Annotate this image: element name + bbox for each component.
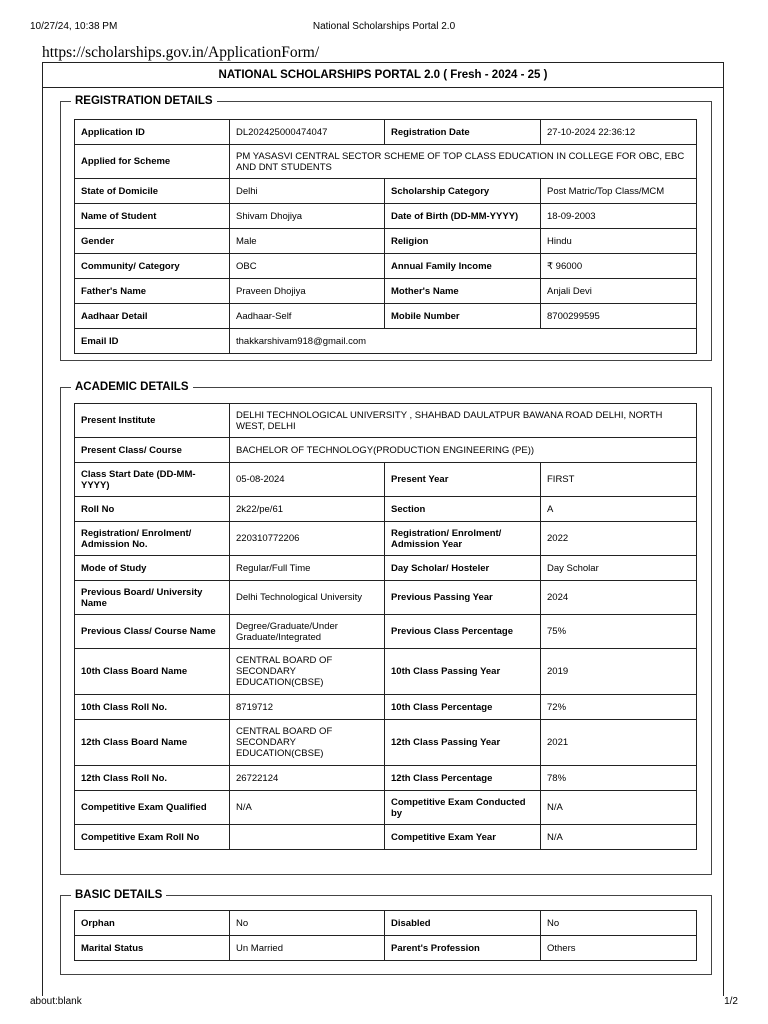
field-value: Regular/Full Time [230, 556, 385, 581]
field-label: Previous Class Percentage [385, 615, 541, 649]
table-row [75, 522, 697, 556]
field-label: Aadhaar Detail [75, 304, 230, 329]
field-value: No [230, 911, 385, 936]
field-value: CENTRAL BOARD OF SECONDARY EDUCATION(CBSE) [230, 649, 385, 695]
field-label: Parent's Profession [385, 936, 541, 961]
field-value: Hindu [541, 229, 697, 254]
field-value: A [541, 497, 697, 522]
field-value: Un Married [230, 936, 385, 961]
field-label: 10th Class Board Name [75, 649, 230, 695]
table-row [75, 581, 697, 615]
field-value: Delhi [230, 179, 385, 204]
field-value: Anjali Devi [541, 279, 697, 304]
table-row [75, 145, 697, 179]
field-label: Father's Name [75, 279, 230, 304]
field-value: 75% [541, 615, 697, 649]
table-body [75, 120, 697, 354]
field-label: Registration/ Enrolment/ Admission Year [385, 522, 541, 556]
field-label: Marital Status [75, 936, 230, 961]
field-value: 220310772206 [230, 522, 385, 556]
field-label: Present Class/ Course [75, 438, 230, 463]
field-label: Applied for Scheme [75, 145, 230, 179]
table-row [75, 556, 697, 581]
table-row [75, 254, 697, 279]
field-label: Competitive Exam Qualified [75, 791, 230, 825]
field-value: thakkarshivam918@gmail.com [230, 329, 697, 354]
basic-section [60, 889, 712, 975]
field-value: Degree/Graduate/Under Graduate/Integrated [230, 615, 385, 649]
field-value: 2024 [541, 581, 697, 615]
field-label: Email ID [75, 329, 230, 354]
field-value: 8719712 [230, 695, 385, 720]
field-value: 2022 [541, 522, 697, 556]
field-label: Competitive Exam Conducted by [385, 791, 541, 825]
field-value: 78% [541, 766, 697, 791]
field-label: Name of Student [75, 204, 230, 229]
field-value: BACHELOR OF TECHNOLOGY(PRODUCTION ENGINEERING (PE)) [230, 438, 697, 463]
field-value: 18-09-2003 [541, 204, 697, 229]
field-value: FIRST [541, 463, 697, 497]
print-footer-page-number: 1/2 [724, 996, 738, 1007]
print-header-datetime: 10/27/24, 10:38 PM [30, 21, 118, 32]
field-label: Day Scholar/ Hosteler [385, 556, 541, 581]
field-value: DELHI TECHNOLOGICAL UNIVERSITY , SHAHBAD DAULATPUR BAWANA ROAD DELHI, NORTH WEST, DELHI [230, 404, 697, 438]
table-row [75, 463, 697, 497]
table-row [75, 120, 697, 145]
table-row [75, 720, 697, 766]
field-value: CENTRAL BOARD OF SECONDARY EDUCATION(CBSE) [230, 720, 385, 766]
field-value: 27-10-2024 22:36:12 [541, 120, 697, 145]
field-label: Annual Family Income [385, 254, 541, 279]
field-value: 05-08-2024 [230, 463, 385, 497]
field-label: Competitive Exam Roll No [75, 825, 230, 850]
field-value: 72% [541, 695, 697, 720]
field-label: Scholarship Category [385, 179, 541, 204]
field-label: Mobile Number [385, 304, 541, 329]
field-value: Day Scholar [541, 556, 697, 581]
table-row [75, 204, 697, 229]
table-row [75, 766, 697, 791]
field-label: Registration/ Enrolment/ Admission No. [75, 522, 230, 556]
field-value: 2k22/pe/61 [230, 497, 385, 522]
section-heading: ACADEMIC DETAILS [71, 380, 193, 394]
field-value: 8700299595 [541, 304, 697, 329]
field-value: Delhi Technological University [230, 581, 385, 615]
field-label: 12th Class Passing Year [385, 720, 541, 766]
field-label: Religion [385, 229, 541, 254]
field-label: Mother's Name [385, 279, 541, 304]
table-row [75, 438, 697, 463]
field-value [230, 825, 385, 850]
table-row [75, 936, 697, 961]
field-label: 10th Class Percentage [385, 695, 541, 720]
field-label: Mode of Study [75, 556, 230, 581]
field-label: Competitive Exam Year [385, 825, 541, 850]
field-label: Gender [75, 229, 230, 254]
form-title: NATIONAL SCHOLARSHIPS PORTAL 2.0 ( Fresh - 2024 - 25 ) [43, 63, 723, 88]
table-row [75, 695, 697, 720]
table-row [75, 179, 697, 204]
field-value: PM YASASVI CENTRAL SECTOR SCHEME OF TOP CLASS EDUCATION IN COLLEGE FOR OBC, EBC AND DNT STUDENTS [230, 145, 697, 179]
field-value: DL202425000474047 [230, 120, 385, 145]
academic-table [74, 403, 697, 850]
field-label: Disabled [385, 911, 541, 936]
field-label: 12th Class Board Name [75, 720, 230, 766]
table-row [75, 825, 697, 850]
field-label: 10th Class Roll No. [75, 695, 230, 720]
table-row [75, 329, 697, 354]
table-row [75, 229, 697, 254]
field-label: 12th Class Percentage [385, 766, 541, 791]
field-value: Praveen Dhojiya [230, 279, 385, 304]
field-label: Community/ Category [75, 254, 230, 279]
section-heading: REGISTRATION DETAILS [71, 94, 217, 108]
field-label: Previous Class/ Course Name [75, 615, 230, 649]
field-label: State of Domicile [75, 179, 230, 204]
field-value: 26722124 [230, 766, 385, 791]
application-form [42, 62, 724, 996]
table-row [75, 497, 697, 522]
print-footer-url: about:blank [30, 996, 82, 1007]
table-row [75, 791, 697, 825]
field-value: OBC [230, 254, 385, 279]
field-label: Present Institute [75, 404, 230, 438]
table-row [75, 615, 697, 649]
field-value: 2021 [541, 720, 697, 766]
field-label: Registration Date [385, 120, 541, 145]
registration-table [74, 119, 697, 354]
field-label: Roll No [75, 497, 230, 522]
basic-table [74, 910, 697, 961]
table-body [75, 404, 697, 850]
field-value: N/A [541, 825, 697, 850]
field-value: Shivam Dhojiya [230, 204, 385, 229]
table-row [75, 649, 697, 695]
print-header-title: National Scholarships Portal 2.0 [312, 21, 456, 32]
field-value: Male [230, 229, 385, 254]
academic-section [60, 381, 712, 875]
table-row [75, 404, 697, 438]
field-value: N/A [541, 791, 697, 825]
field-value: ₹ 96000 [541, 254, 697, 279]
section-heading: BASIC DETAILS [71, 888, 166, 902]
field-value: 2019 [541, 649, 697, 695]
table-row [75, 279, 697, 304]
field-label: Orphan [75, 911, 230, 936]
field-label: 12th Class Roll No. [75, 766, 230, 791]
field-value: Others [541, 936, 697, 961]
field-label: Class Start Date (DD-MM-YYYY) [75, 463, 230, 497]
field-label: 10th Class Passing Year [385, 649, 541, 695]
table-row [75, 304, 697, 329]
field-value: No [541, 911, 697, 936]
field-value: Aadhaar-Self [230, 304, 385, 329]
field-label: Date of Birth (DD-MM-YYYY) [385, 204, 541, 229]
field-value: Post Matric/Top Class/MCM [541, 179, 697, 204]
page-url: https://scholarships.gov.in/ApplicationForm/ [42, 44, 320, 61]
field-label: Present Year [385, 463, 541, 497]
registration-section [60, 95, 712, 361]
field-label: Application ID [75, 120, 230, 145]
table-body [75, 911, 697, 961]
table-row [75, 911, 697, 936]
field-label: Previous Passing Year [385, 581, 541, 615]
field-value: N/A [230, 791, 385, 825]
field-label: Previous Board/ University Name [75, 581, 230, 615]
field-label: Section [385, 497, 541, 522]
